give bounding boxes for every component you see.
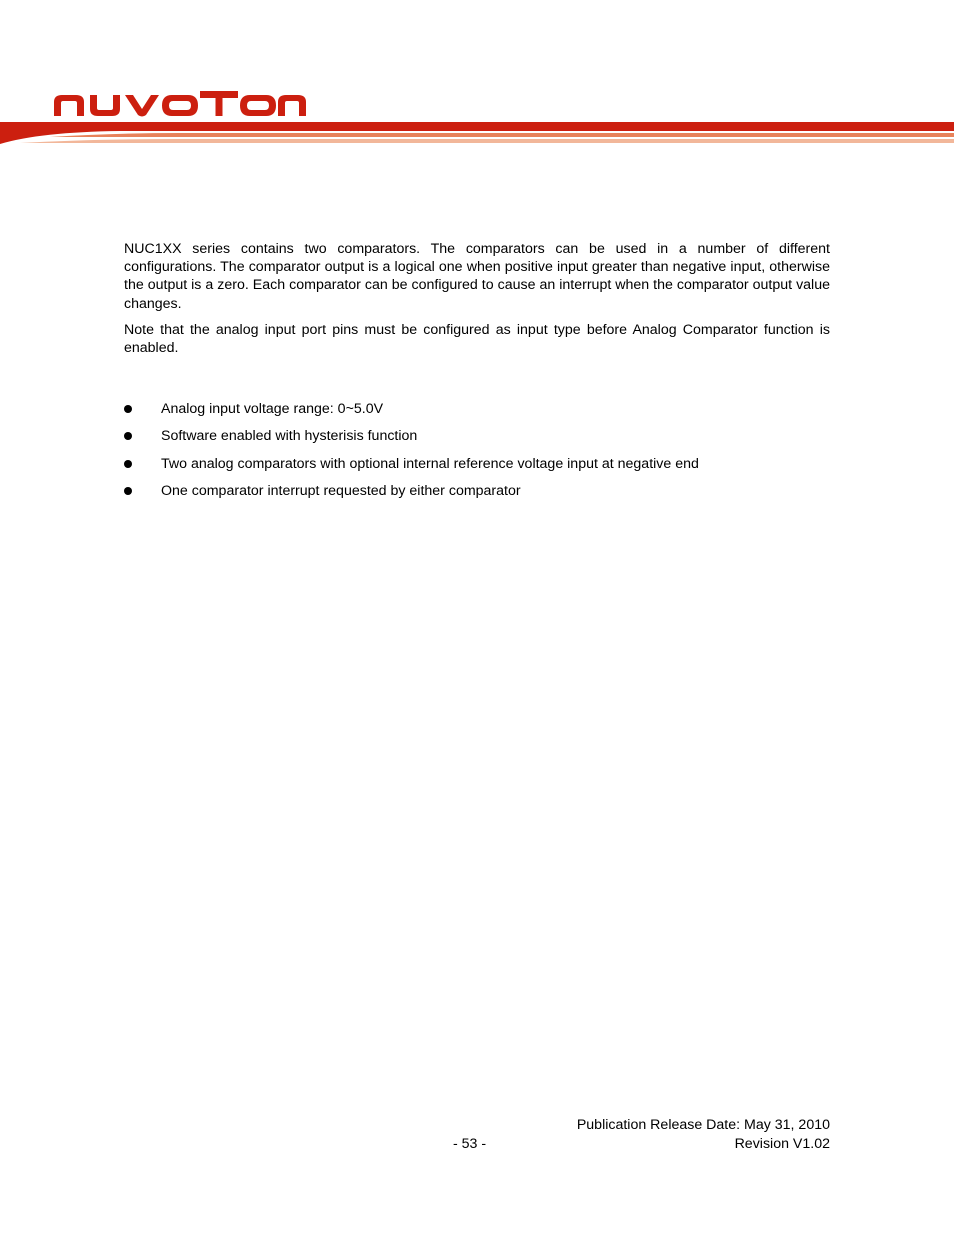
publication-date: Publication Release Date: May 31, 2010 xyxy=(576,1117,830,1133)
bullet-icon xyxy=(124,487,132,495)
nuvoton-logo xyxy=(52,90,308,118)
intro-paragraph: NUC1XX series contains two comparators. The comparators can be used in a number of different configurations. The comparator output is a logical one when positive input greater than negative input, otherwise the output is a zero. Each comparator can be configured to cause an interrupt when the comparator output value changes. xyxy=(124,241,830,312)
feature-text: Analog input voltage range: 0~5.0V xyxy=(161,401,384,417)
list-item xyxy=(124,427,830,454)
bullet-icon xyxy=(124,432,132,440)
revision: Revision V1.02 xyxy=(734,1136,830,1152)
page-number: - 53 - xyxy=(453,1136,487,1152)
page-footer xyxy=(124,1116,830,1156)
note-paragraph: Note that the analog input port pins must be configured as input type before Analog Comparator function is enabled. xyxy=(124,321,830,357)
feature-text: Two analog comparators with optional internal reference voltage input at negative end xyxy=(161,455,699,472)
list-item xyxy=(124,482,830,509)
list-item xyxy=(124,400,830,427)
header-banner-stripes xyxy=(0,118,954,148)
feature-list xyxy=(124,400,830,509)
page-header xyxy=(0,0,954,150)
feature-text: One comparator interrupt requested by either comparator xyxy=(161,482,521,499)
feature-text: Software enabled with hysterisis function xyxy=(161,428,418,445)
body-text xyxy=(124,240,830,365)
bullet-icon xyxy=(124,405,132,413)
list-item xyxy=(124,455,830,482)
bullet-icon xyxy=(124,460,132,468)
